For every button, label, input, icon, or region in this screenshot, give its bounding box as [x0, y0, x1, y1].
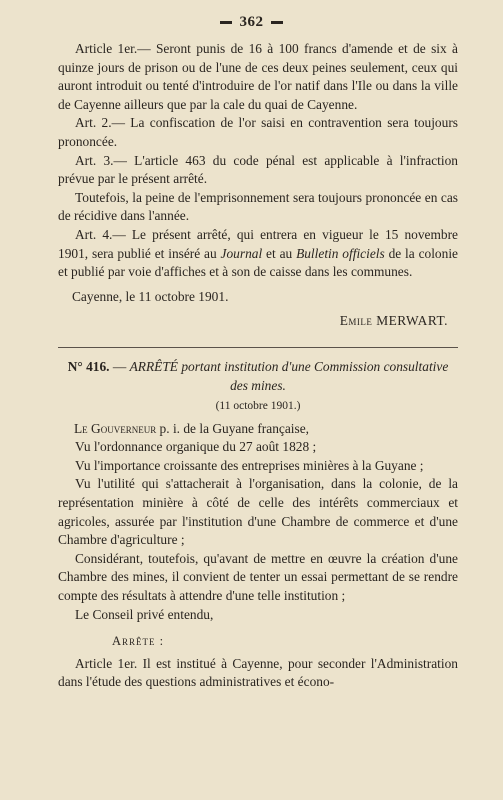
- first-article-1: [58, 40, 458, 114]
- arrete-heading: Arrête :: [112, 634, 165, 649]
- governor-title: Le Gouverneur: [74, 420, 157, 436]
- dash-ornament-right: [271, 21, 283, 24]
- first-art1-text: — Seront punis de 16 à 100 francs d'amende et de six à quinze jours de prison ou de l'une de ces deux peines seulement, ceux qui auront introduit ou tenté d'introduire de l'or natif dans l'Ile ou dans la ville de Cayenne ailleurs que par la cale du quai de Cayenne.: [58, 41, 458, 112]
- art4-text-3: de la colonie et publié par voie d'affiches et à son de caisse dans les communes.: [58, 245, 458, 280]
- decree-title: [58, 358, 458, 395]
- considerant: Considérant, toutefois, qu'avant de mettre en œuvre la création d'une Chambre des mines, il convient de tenter un essai permettant de se rendre compte des résultats à attendre d'une telle institution ;: [58, 550, 458, 604]
- dash-ornament-left: [220, 21, 232, 24]
- page-number: 362: [239, 14, 264, 30]
- place-date: Cayenne, le 11 octobre 1901.: [72, 288, 229, 304]
- second-art1-label: Article 1er.: [75, 655, 138, 671]
- first-article-2: Art. 2.— La confiscation de l'or saisi en contravention sera toujours prononcée.: [58, 115, 458, 149]
- first-article-3: Art. 3.— L'article 463 du code pénal est applicable à l'infraction prévue par le présent arrêté.: [58, 152, 458, 187]
- second-art1-text: Il est institué à Cayenne, pour seconder l'Administration dans l'étude des questions administratives et écono-: [58, 655, 458, 690]
- governor-line: [58, 420, 458, 439]
- art4-text-1: Art. 4.— Le présent arrêté, qui entrera en vigueur le 15 novembre 1901, sera publié et inséré au: [58, 226, 458, 261]
- vu-ordonnance: Vu l'ordonnance organique du 27 août 1828 ;: [75, 439, 317, 455]
- decree-title-word: ARRÊTÉ: [129, 358, 178, 374]
- page-header: [0, 14, 503, 31]
- decree-date: (11 octobre 1901.): [215, 400, 301, 413]
- decree-title-lead: —: [109, 358, 130, 374]
- governor-rest: p. i. de la Guyane française,: [156, 420, 310, 436]
- vu-utilite: Vu l'utilité qui s'attacherait à l'organisation, dans la colonie, de la représentation minière à côté de celle des intérêts commerciaux et agricoles, assurée par l'institution d'une Chambre de commerce et d'une Chambre d'agriculture ;: [58, 476, 458, 548]
- journal-word: Journal: [220, 245, 263, 261]
- conseil-entendu: Le Conseil privé entendu,: [75, 606, 214, 622]
- vu-importance: Vu l'importance croissante des entreprises minières à la Guyane ;: [75, 457, 424, 473]
- decree-title-rest: portant institution d'une Commission consultative des mines.: [177, 358, 449, 393]
- first-art1-label: Article 1er.: [75, 41, 138, 56]
- first-article-4: [58, 226, 458, 282]
- decree-number: N° 416.: [67, 358, 110, 374]
- first-article-3-note: Toutefois, la peine de l'emprisonnement sera toujours prononcée en cas de récidive dans l'année.: [58, 189, 458, 224]
- second-article-1: [58, 655, 458, 692]
- section-divider: [58, 347, 458, 348]
- signature: Emile MERWART.: [339, 313, 448, 329]
- bulletin-word: Bulletin officiels: [296, 245, 385, 261]
- document-body: [58, 40, 458, 692]
- art4-text-2: et au: [262, 245, 297, 261]
